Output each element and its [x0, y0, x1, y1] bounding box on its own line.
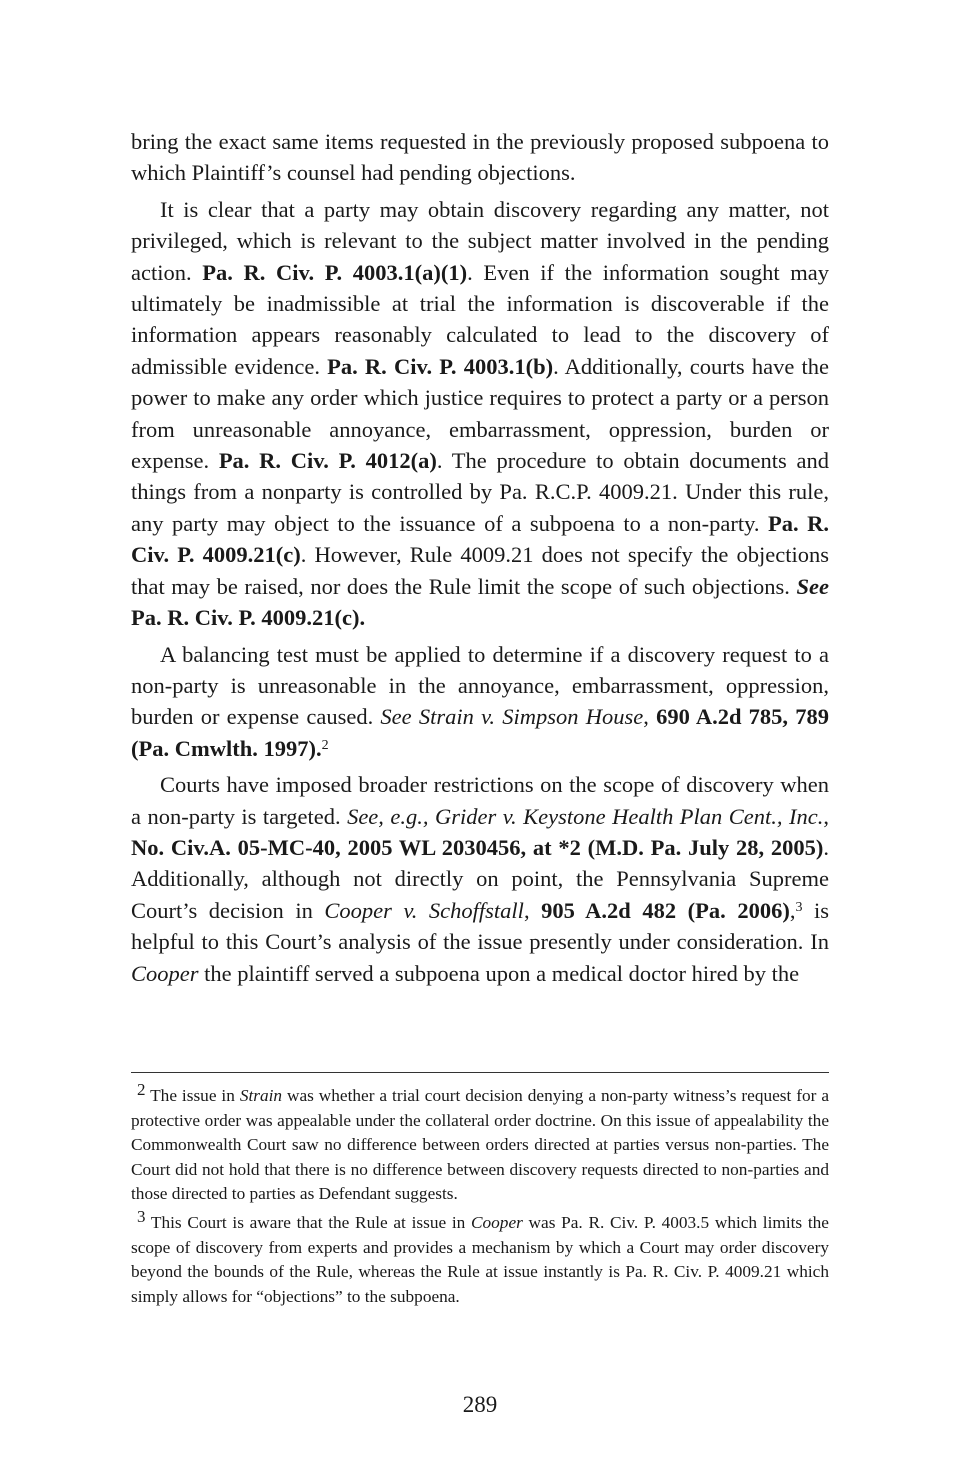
text: , [523, 897, 542, 923]
text: Courts have imposed broader restrictions on the scope of discovery when a non-party is targeted. [131, 772, 829, 829]
footnote-3 [131, 1206, 829, 1309]
footnotes [131, 1080, 829, 1309]
footnote-2 [131, 1080, 829, 1207]
opinion-body [131, 126, 829, 994]
text: . Additionally, courts have the power to make any order which justice requires to protect a party or a person from unreasonable annoyance, embarrassment, oppression, burden or expense. [131, 353, 829, 474]
case-name: See Strain v. Simpson House [380, 704, 644, 730]
paragraph-continuation: bring the exact same items requested in the previously proposed subpoena to which Plaintiff’s counsel had pending objections. [131, 129, 829, 186]
citation: Pa. R. Civ. P. 4009.21(c) [131, 510, 829, 568]
footnote-reference[interactable]: 3 [795, 899, 803, 915]
case-name: Strain [239, 1086, 283, 1105]
citation-signal: See [796, 573, 829, 599]
page-number: 289 [462, 1392, 498, 1417]
citation: No. Civ.A. 05-MC-40, 2005 WL 2030456, at *2 (M.D. Pa. July 28, 2005) [131, 834, 824, 860]
citation: Pa. R. Civ. P. 4003.1(b) [327, 353, 554, 379]
text: , [789, 897, 796, 923]
text: . However, Rule 4009.21 does not specify the objections that may be raised, nor does the Rule limit the scope of such objections. [131, 542, 829, 599]
case-name: Cooper [471, 1212, 523, 1232]
paragraph-balancing-test [131, 639, 829, 765]
footnote-divider [131, 1072, 829, 1073]
text: was Pa. R. Civ. P. 4003.5 which limits the scope of discovery from experts and provides a mechanism by which a Court may order discovery beyond the bounds of the Rule, whereas the Rule at issue instantly is Pa. R. Civ. P. 4009.21 which simply allows for “objections” to the subpoena. [131, 1212, 829, 1306]
text: is helpful to this Court’s analysis of the issue presently under consideration. In [131, 897, 830, 955]
text: , [643, 704, 657, 730]
case-name: Cooper v. Schoffstall [324, 897, 524, 923]
citation: Pa. R. Civ. P. 4003.1(a)(1) [202, 259, 468, 285]
text: The issue in [145, 1086, 240, 1105]
text: . Additionally, although not directly on point, the Pennsylvania Supreme Court’s decision in [131, 834, 829, 923]
case-name: Cooper [131, 960, 199, 986]
text: was whether a trial court decision denying a non-party witness’s request for a protective order was appealable under the collateral order doctrine. On this issue of appealability the Commonwealth Court saw no difference between orders directed at parties versus non-parties. The Court did not hold that there is no difference between discovery requests directed to non-parties and those directed to parties as Defendant suggests. [131, 1086, 829, 1204]
paragraph-discovery-scope [131, 194, 829, 634]
text: . Even if the information sought may ultimately be inadmissible at trial the information is discoverable if the information appears reasonably calculated to lead to the discovery of admissible evidence. [131, 259, 829, 379]
text: A balancing test must be applied to determine if a discovery request to a non-party is unreasonable in the annoyance, embarrassment, oppression, burden or expense caused. [131, 641, 829, 730]
case-name: See, e.g., Grider v. Keystone Health Plan Cent., Inc. [347, 803, 824, 829]
text: This Court is aware that the Rule at issue in [145, 1212, 471, 1232]
citation: Pa. R. Civ. P. 4009.21(c). [131, 605, 366, 631]
citation: 690 A.2d 785, 789 (Pa. Cmwlth. 1997). [131, 704, 830, 761]
paragraph-broader-restrictions [131, 769, 829, 989]
citation: 905 A.2d 482 (Pa. 2006) [541, 897, 790, 923]
text: . The procedure to obtain documents and things from a nonparty is controlled by Pa. R.C.P. 4009.21. Under this rule, any party may object to the issuance of a subpoena to a non-party. [131, 448, 829, 536]
footnote-number: 2 [137, 1080, 146, 1099]
footnote-number: 3 [137, 1206, 146, 1226]
text: , [823, 803, 829, 829]
text: It is clear that a party may obtain discovery regarding any matter, not privileged, which is relevant to the subject matter involved in the pending action. [131, 196, 829, 285]
text: the plaintiff served a subpoena upon a medical doctor hired by the [198, 960, 800, 986]
citation: Pa. R. Civ. P. 4012(a) [218, 448, 437, 474]
footnote-reference[interactable]: 2 [321, 737, 329, 753]
